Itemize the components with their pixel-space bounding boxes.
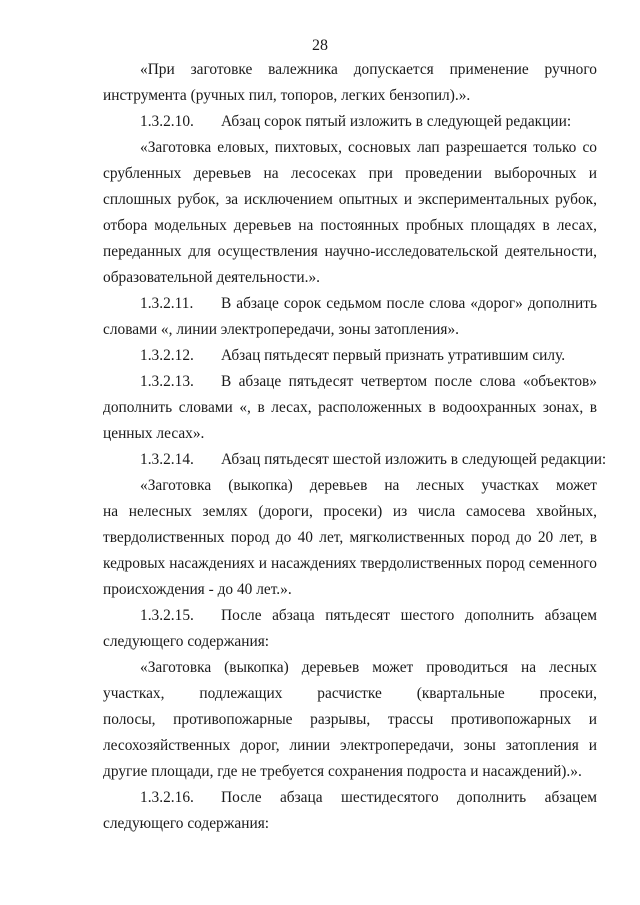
clause-1-3-2-16 xyxy=(103,785,597,811)
text-line: отбора модельных деревьев на постоянных пробных площадях в лесах, xyxy=(103,217,597,234)
text-line: твердолиственных пород до 40 лет, мягколиственных пород до 20 лет, в xyxy=(103,529,597,546)
text-line: словами «, линии электропередачи, зоны затопления». xyxy=(103,321,459,338)
clause-number: 1.3.2.11. xyxy=(140,295,194,312)
clause-text: В абзаце сорок седьмом после слова «дорог» дополнить xyxy=(221,295,597,312)
text-line: сплошных рубок, за исключением опытных и экспериментальных рубок, xyxy=(103,191,597,208)
text-line: следующего содержания: xyxy=(103,633,270,650)
clause-number: 1.3.2.16. xyxy=(140,789,194,806)
clause-number: 1.3.2.15. xyxy=(140,607,194,624)
text-line: ценных лесах». xyxy=(103,425,205,442)
text-line: «Заготовка (выкопка) деревьев на лесных участках может xyxy=(140,477,597,494)
text-line: срубленных деревьев на лесосеках при проведении выборочных и xyxy=(103,165,597,182)
text-line: «Заготовка (выкопка) деревьев может проводиться на лесных xyxy=(140,659,597,676)
clause-1-3-2-10 xyxy=(103,109,597,135)
text-line: переданных для осуществления научно-исследовательской деятельности, xyxy=(103,243,597,260)
clause-number: 1.3.2.13. xyxy=(140,373,194,390)
clause-text: Абзац пятьдесят шестой изложить в следующей редакции: xyxy=(221,451,607,468)
document-body xyxy=(103,57,607,837)
clause-number: 1.3.2.12. xyxy=(140,347,194,364)
text-line: происхождения - до 40 лет.». xyxy=(103,581,292,598)
clause-text: Абзац пятьдесят первый признать утратившим силу. xyxy=(221,347,566,364)
text-line: участках, подлежащих расчистке (квартальные просеки, xyxy=(103,685,597,702)
clause-text: После абзаца шестидесятого дополнить абзацем xyxy=(221,789,597,806)
clause-text: Абзац сорок пятый изложить в следующей редакции: xyxy=(221,113,572,130)
text-line: на нелесных землях (дороги, просеки) из числа самосева хвойных, xyxy=(103,503,597,520)
text-line: лесохозяйственных дорог, линии электропередачи, зоны затопления и xyxy=(103,737,597,754)
text-line: инструмента (ручных пил, топоров, легких бензопил).». xyxy=(103,87,471,104)
clause-number: 1.3.2.10. xyxy=(140,113,194,130)
text-line: дополнить словами «, в лесах, расположенных в водоохранных зонах, в xyxy=(103,399,597,416)
clause-1-3-2-12 xyxy=(103,343,597,369)
clause-1-3-2-14 xyxy=(103,447,607,473)
text-line: следующего содержания: xyxy=(103,815,270,832)
text-line: другие площади, где не требуется сохранения подроста и насаждений).». xyxy=(103,763,582,780)
text-line: полосы, противопожарные разрывы, трассы противопожарных и xyxy=(103,711,597,728)
clause-1-3-2-13 xyxy=(103,369,597,395)
clause-1-3-2-11 xyxy=(103,291,597,317)
text-line: «При заготовке валежника допускается применение ручного xyxy=(140,61,597,78)
text-line: кедровых насаждениях и насаждениях твердолиственных пород семенного xyxy=(103,555,597,572)
page-number: 28 xyxy=(312,37,328,54)
text-line: «Заготовка еловых, пихтовых, сосновых лап разрешается только со xyxy=(140,139,597,156)
clause-1-3-2-15 xyxy=(103,603,597,629)
text-line: образовательной деятельности.». xyxy=(103,269,321,286)
clause-number: 1.3.2.14. xyxy=(140,451,194,468)
clause-text: После абзаца пятьдесят шестого дополнить абзацем xyxy=(221,607,597,624)
clause-text: В абзаце пятьдесят четвертом после слова «объектов» xyxy=(221,373,597,390)
